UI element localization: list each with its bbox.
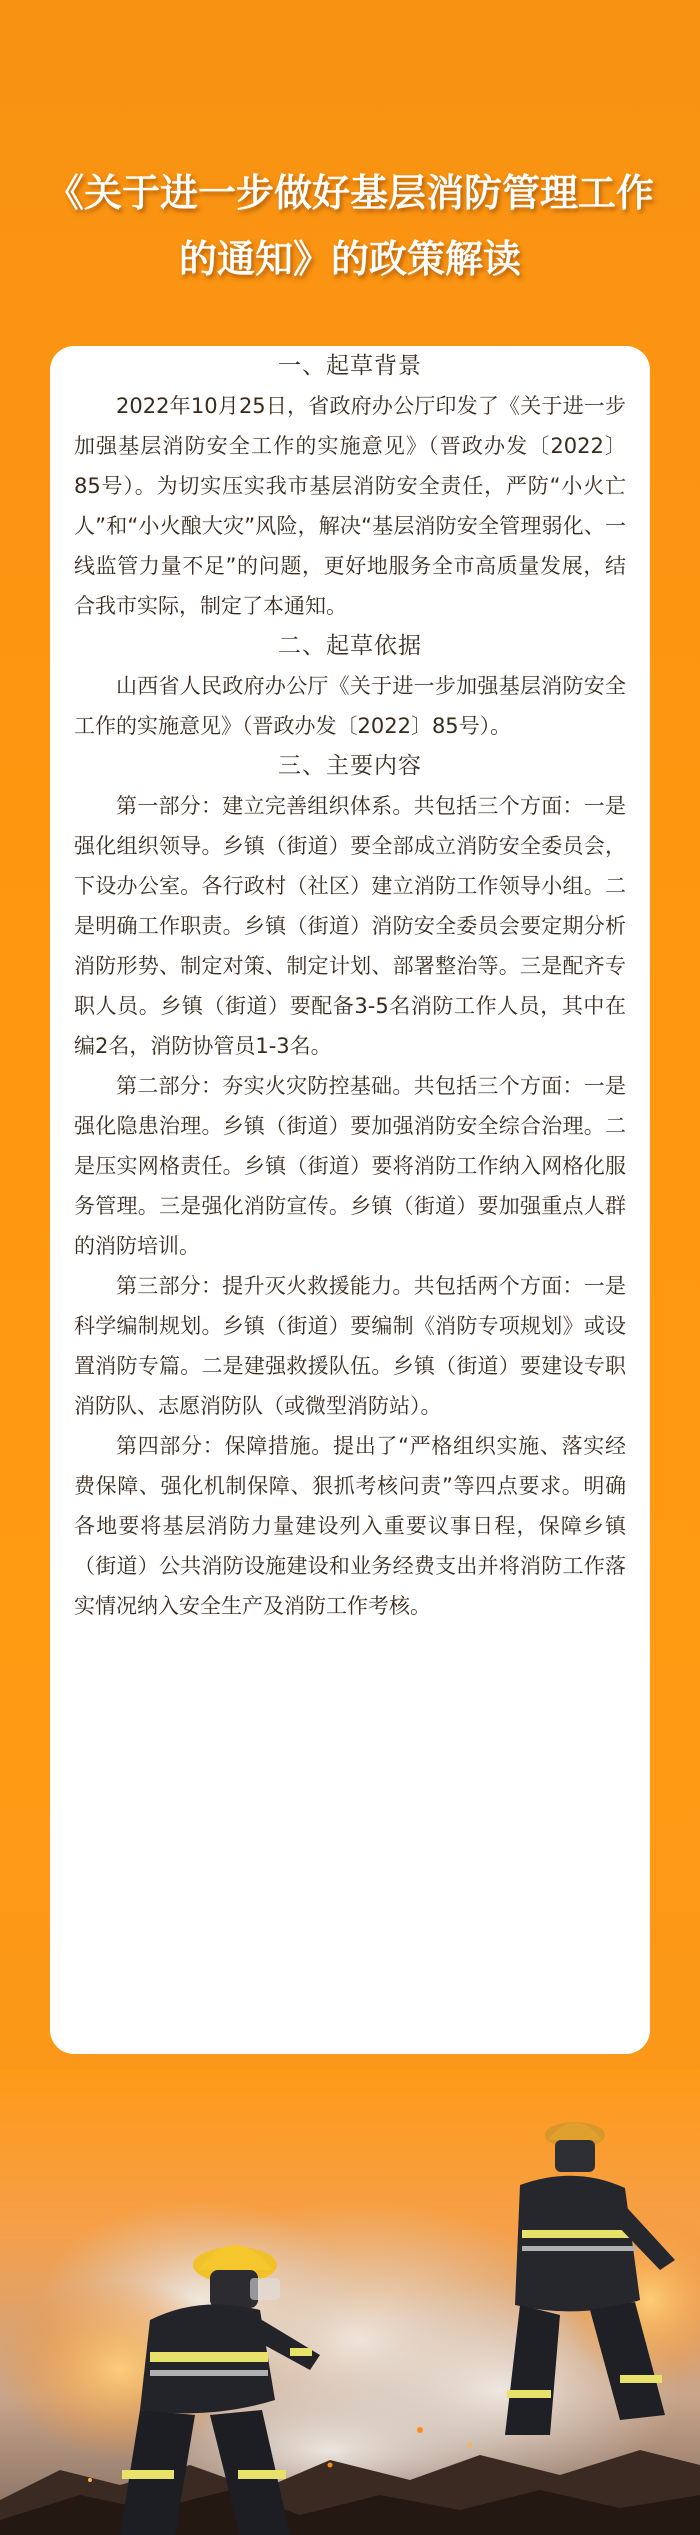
- basis-paragraph: 山西省人民政府办公厅《关于进一步加强基层消防安全工作的实施意见》（晋政办发〔2022〕85号）。: [74, 674, 626, 738]
- poster-title: [0, 160, 700, 292]
- content-part-4: 第四部分：保障措施。提出了“严格组织实施、落实经费保障、强化机制保障、狠抓考核问责”等四点要求。明确各地要将基层消防力量建设列入重要议事日程，保障乡镇（街道）公共消防设施建设和业务经费支出并将消防工作落实情况纳入安全生产及消防工作考核。: [74, 1434, 626, 1618]
- section-heading-background: 一、起草背景: [278, 353, 422, 379]
- title-line-2: 的通知》的政策解读: [178, 236, 521, 281]
- background-paragraph: 2022年10月25日，省政府办公厅印发了《关于进一步加强基层消防安全工作的实施意见》（晋政办发〔2022〕85号）。为切实压实我市基层消防安全责任，严防“小火亡人”和“小火酿大灾”风险，解决“基层消防安全管理弱化、一线监管力量不足”的问题，更好地服务全市高质量发展，结合我市实际，制定了本通知。: [74, 394, 626, 618]
- section-heading-content: 三、主要内容: [278, 753, 422, 779]
- content-part-1: 第一部分：建立完善组织体系。共包括三个方面：一是强化组织领导。乡镇（街道）要全部成立消防安全委员会，下设办公室。各行政村（社区）建立消防工作领导小组。二是明确工作职责。乡镇（街道）消防安全委员会要定期分析消防形势、制定对策、制定计划、部署整治等。三是配齐专职人员。乡镇（街道）要配备3-5名消防工作人员，其中在编2名，消防协管员1-3名。: [74, 794, 626, 1058]
- content-part-3: 第三部分：提升灭火救援能力。共包括两个方面：一是科学编制规划。乡镇（街道）要编制《消防专项规划》或设置消防专篇。二是建强救援队伍。乡镇（街道）要建设专职消防队、志愿消防队（或微型消防站）。: [74, 1274, 626, 1418]
- title-line-1: 《关于进一步做好基层消防管理工作: [45, 170, 654, 215]
- firefighters-illustration: [0, 2070, 700, 2535]
- section-heading-basis: 二、起草依据: [278, 633, 422, 659]
- content-part-2: 第二部分：夯实火灾防控基础。共包括三个方面：一是强化隐患治理。乡镇（街道）要加强消防安全综合治理。二是压实网格责任。乡镇（街道）要将消防工作纳入网格化服务管理。三是强化消防宣传。乡镇（街道）要加强重点人群的消防培训。: [74, 1074, 626, 1258]
- content-card: [50, 346, 650, 2054]
